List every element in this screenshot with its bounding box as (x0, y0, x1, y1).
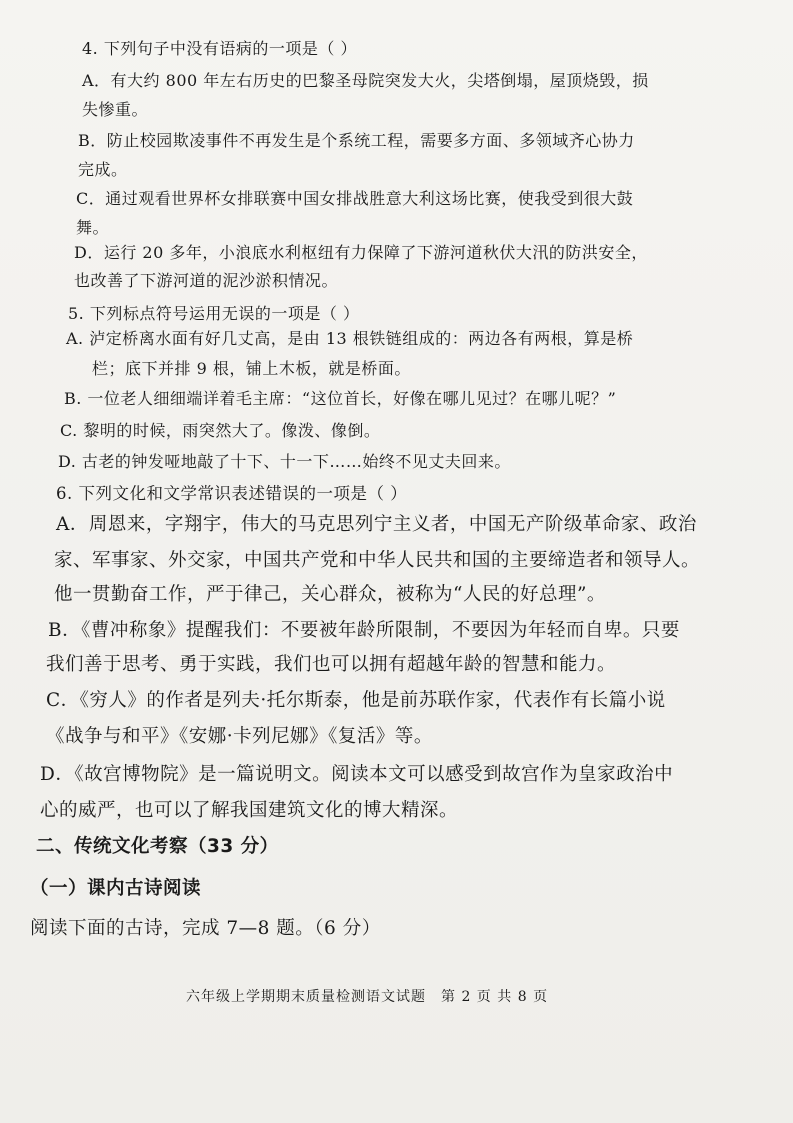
q4-option-c-line2: 舞。 (76, 218, 110, 237)
q4-option-d-line1: D．运行 20 多年，小浪底水利枢纽有力保障了下游河道秋伏大汛的防洪安全， (74, 243, 648, 262)
page-footer: 六年级上学期期末质量检测语文试题 第 2 页 共 8 页 (186, 989, 549, 1005)
q6-option-a-line2: 家、军事家、外交家，中国共产党和中华人民共和国的主要缔造者和领导人。 (54, 550, 701, 571)
q6-option-a-line3: 他一贯勤奋工作，严于律己，关心群众，被称为“人民的好总理”。 (54, 584, 606, 605)
subsection-heading: （一）课内古诗阅读 (30, 878, 202, 899)
q4-stem: 4. 下列句子中没有语病的一项是（ ） (82, 39, 357, 58)
q6-option-d-line2: 心的威严，也可以了解我国建筑文化的博大精深。 (40, 800, 459, 821)
q5-option-b: B. 一位老人细细端详着毛主席：“这位首长，好像在哪儿见过？在哪儿呢？” (64, 389, 617, 408)
reading-instruction: 阅读下面的古诗，完成 7—8 题。（6 分） (30, 918, 381, 939)
q4-option-b-line1: B．防止校园欺凌事件不再发生是个系统工程，需要多方面、多领域齐心协力 (78, 131, 635, 150)
q4-option-b-line2: 完成。 (78, 160, 128, 179)
q6-option-b-line1: B．《曹冲称象》提醒我们：不要被年龄所限制，不要因为年轻而自卑。只要 (48, 620, 680, 641)
q5-option-c: C. 黎明的时候，雨突然大了。像泼、像倒。 (60, 421, 381, 440)
q4-option-d-line2: 也改善了下游河道的泥沙淤积情况。 (74, 271, 339, 290)
q4-option-a-line1: A．有大约 800 年左右历史的巴黎圣母院突发大火，尖塔倒塌，屋顶烧毁，损 (82, 71, 649, 90)
q6-option-c-line2: 《战争与和平》《安娜·卡列尼娜》《复活》等。 (46, 726, 433, 747)
q4-option-c-line1: C．通过观看世界杯女排联赛中国女排战胜意大利这场比赛，使我受到很大鼓 (76, 189, 634, 208)
q5-option-a-line2: 栏；底下并排 9 根，铺上木板，就是桥面。 (92, 359, 411, 378)
q6-option-c-line1: C．《穷人》的作者是列夫·托尔斯泰，他是前苏联作家，代表作有长篇小说 (46, 690, 666, 711)
q4-option-a-line2: 失惨重。 (82, 100, 149, 119)
q6-option-d-line1: D．《故宫博物院》是一篇说明文。阅读本文可以感受到故宫作为皇家政治中 (40, 764, 674, 785)
q5-option-d: D. 古老的钟发哑地敲了十下、十一下……始终不见丈夫回来。 (58, 452, 511, 471)
q6-stem: 6. 下列文化和文学常识表述错误的一项是（ ） (56, 484, 408, 503)
q5-stem: 5. 下列标点符号运用无误的一项是（ ） (68, 304, 360, 323)
q6-option-b-line2: 我们善于思考、勇于实践，我们也可以拥有超越年龄的智慧和能力。 (46, 654, 617, 675)
section-heading: 二、传统文化考察（33 分） (36, 836, 279, 857)
q5-option-a-line1: A. 泸定桥离水面有好几丈高，是由 13 根铁链组成的：两边各有两根，算是桥 (66, 329, 634, 348)
q6-option-a-line1: A．周恩来，字翔宇，伟大的马克思列宁主义者，中国无产阶级革命家、政治 (56, 514, 697, 535)
